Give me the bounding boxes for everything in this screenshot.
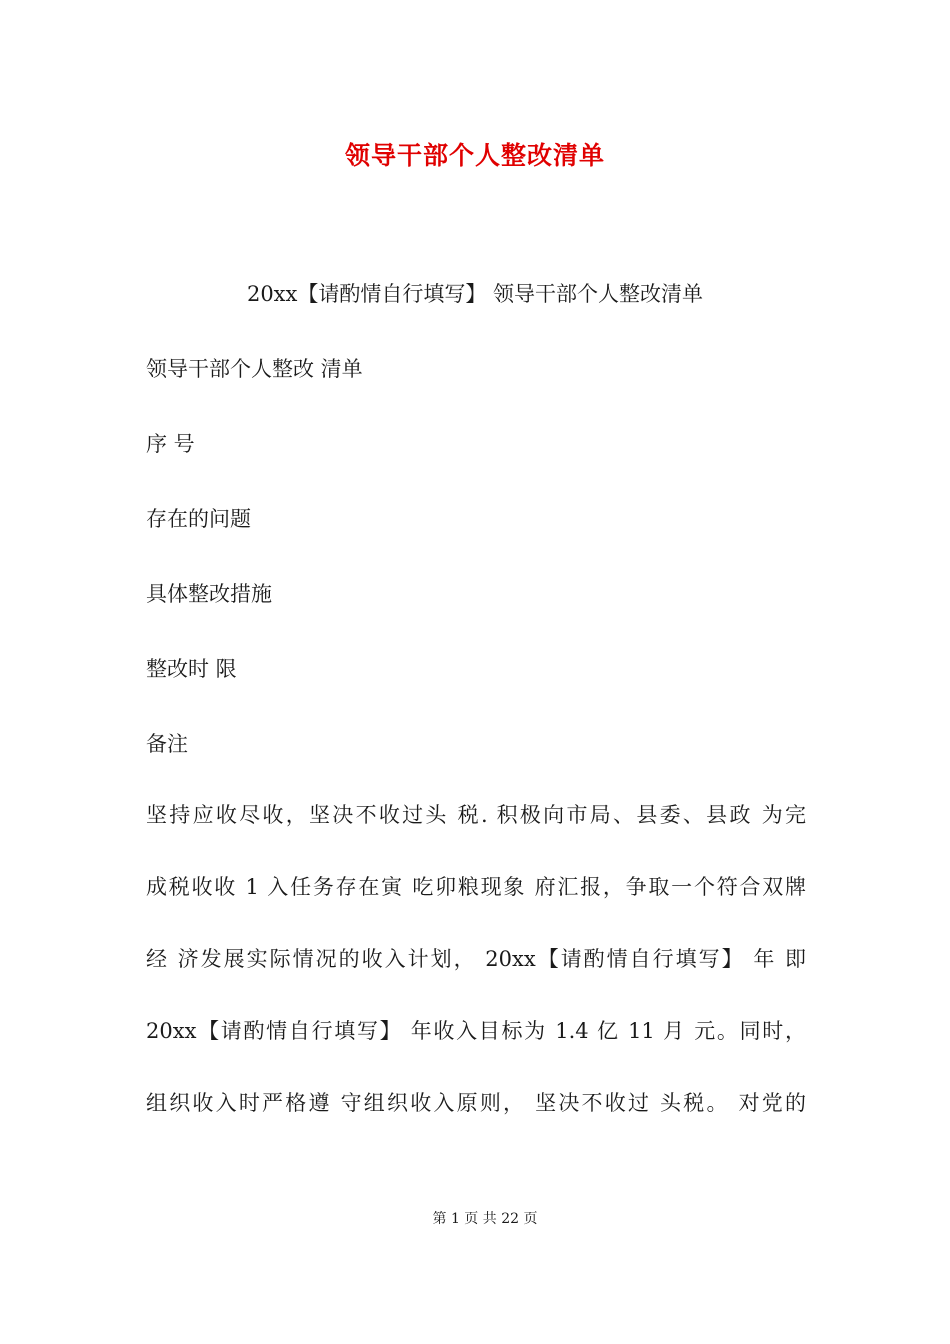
paragraph-line: 组织收入时严格遵 守组织收入原则， 坚决不收过 头税。 对党的 [146,1091,806,1115]
document-title: 领导干部个人整改清单 [344,141,605,170]
heading-line: 领导干部个人整改 清单 [146,357,363,381]
page-footer: 第 1 页 共 22 页 [432,1211,538,1227]
column-label-measures: 具体整改措施 [146,582,272,606]
paragraph-line: 成税收收 1 入任务存在寅 吃卯粮现象 府汇报，争取一个符合双牌 [146,875,806,899]
column-label-deadline: 整改时 限 [146,657,237,681]
paragraph-line: 经 济发展实际情况的收入计划， 20xx【请酌情自行填写】 年 即 [146,947,806,971]
body-paragraph [146,800,806,1160]
paragraph-line: 20xx【请酌情自行填写】 年收入目标为 1.4 亿 11 月 元。同时， [146,1019,806,1043]
document-subtitle: 20xx【请酌情自行填写】 领导干部个人整改清单 [246,282,704,306]
column-label-remarks: 备注 [146,732,188,756]
paragraph-line: 坚持应收尽收，坚决不收过头 税. 积极向市局、县委、县政 为完 [146,803,806,827]
column-label-problem: 存在的问题 [146,507,251,531]
column-label-serial: 序 号 [146,432,195,456]
